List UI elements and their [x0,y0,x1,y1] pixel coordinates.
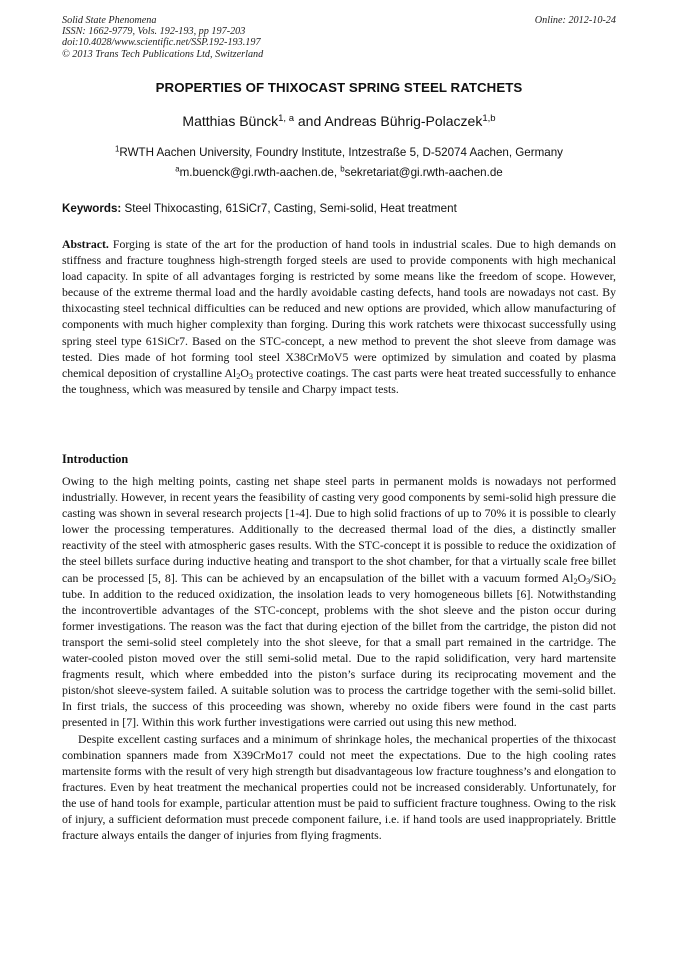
journal-name: Solid State Phenomena [62,15,157,26]
abstract-sub-1: 2 [236,371,241,381]
introduction-body [62,473,616,843]
author-1-affil: 1, a [278,112,294,124]
email-b: sekretariat@gi.rwth-aachen.de [344,166,503,179]
intro-p1-sub-1: 2 [573,576,578,586]
keywords-label: Keywords: [62,202,122,215]
intro-p1-sub-2: 3 [586,576,591,586]
email-line [62,166,616,179]
affiliation [62,146,616,159]
abstract [62,236,616,397]
author-2-affil: 1,b [482,112,496,124]
intro-p1-d: tube. In addition to the reduced oxidization, the insolation leads to very homogeneous billets [6]. Notwithstanding the incontrovertible advantages of the STC-concept, problems with the shot sleeve and the piston occur during former investigations. The reason was the fact that during ejection of the billet from the cartridge, the piston did not transport the semi-solid steel completely into the shot sleeve, for that a small part remained in the cartridge. The water-cooled piston moved over the still semi-solid metal. Due to the rapid solidification, very hard martensite fragments result, which where embedded into the piston’s surface during its reciprocating movement and the piston/shot sleeve-system failed. A suitable solution was to process the cartridge together with the semi-solid billet. In first trials, the success of this proceeding was shown, whereby no oxide fibers were found in the cast parts presented in [7]. Within this work further investigations were carried out using this new method. [62,586,616,730]
keywords [62,202,616,215]
author-1: Matthias Bünck [182,113,279,129]
email-a: m.buenck@gi.rwth-aachen.de, [179,166,341,179]
intro-p1-sub-3: 2 [611,576,616,586]
journal-header [62,15,616,60]
abstract-text-2: O [240,365,249,380]
author-line [62,113,616,129]
intro-paragraph-1 [62,473,616,731]
author-2: Andreas Bührig-Polaczek [324,113,483,129]
online-date: Online: 2012-10-24 [534,15,616,26]
email-a-marker: a [175,164,180,174]
copyright-line: © 2013 Trans Tech Publications Ltd, Switzerland [62,48,264,60]
paper-title: PROPERTIES OF THIXOCAST SPRING STEEL RATCHETS [155,80,523,95]
intro-paragraph-2: Despite excellent casting surfaces and a minimum of shrinkage holes, the mechanical properties of the thixocast combination spanners made from X39CrMo17 could not meet the expectations. Due to the high cooling rates martensite forms with the result of very high strength but disadvantageous low fracture toughness’s and elongation to fractures. Even by heat treatment the mechanical properties could not be increased considerably. Unfortunately, for the use of hand tools for example, particular attention must be paid to sufficient fracture toughness. Owing to the risk of injury, a sufficient deformation must precede component failure, i.e. if hand tools are used inappropriately. Brittle fracture always entails the danger of injuries from flying fragments. [62,731,616,843]
abstract-text-3: protective coatings. The cast parts were heat treated successfully to enhance the toughness, which was measured by tensile and Charpy impact tests. [62,365,616,396]
abstract-label: Abstract. [62,237,109,251]
abstract-text-1: Forging is state of the art for the production of hand tools in industrial scales. Due to high demands on stiffness and fracture toughness high-strength forged steels are used to provide components with high mechanical load capacity. In spite of all advantages forging is restricted by some means like the freedom of scope. However, because of the extreme thermal load and the hardly avoidable casting defects, hand tools are nowadays not cast. By thixocasting steel technical difficulties can be reduced and new options are provided, which allow manufacturing of components with much higher complexity than forging. During this work ratchets were thixocast successfully using spring steel type 61SiCr7. Based on the STC-concept, a new method to prevent the shot sleeve from damage was tested. Dies made of hot forming tool steel X38CrMoV5 were optimized by simulation and coated by plasma chemical deposition of crystalline Al [62,237,616,380]
intro-p1-b: O [577,570,587,585]
section-heading-introduction: Introduction [62,452,129,466]
issn-line: ISSN: 1662-9779, Vols. 192-193, pp 197-203 [62,26,246,38]
affiliation-text: RWTH Aachen University, Foundry Institute, Intzestraße 5, D-52074 Aachen, Germany [119,146,563,159]
keywords-text: Steel Thixocasting, 61SiCr7, Casting, Semi-solid, Heat treatment [121,202,457,215]
abstract-sub-2: 3 [248,371,253,381]
affiliation-marker: 1 [115,144,120,154]
author-and: and [294,113,325,129]
email-b-marker: b [340,164,345,174]
intro-p1-c: /SiO [590,570,612,585]
intro-p1-a: Owing to the high melting points, casting net shape steel parts in permanent molds is nowadays not performed industrially. However, in recent years the feasibility of casting very good components by semi-solid high pressure die casting was shown in several research projects [1-4]. Due to high solid fractions of up to 70% it is possible to clearly lower the processing temperatures. Additionally to the decreased thermal load of the dies, a distinctly smaller reactivity of the steel with atmospheric gases results. With the STC-concept it is possible to reduce the oxidization of the steel billets surface during inductive heating and transport to the shot chamber, for that a virtually scale free billet can be processed [5, 8]. This can be achieved by an encapsulation of the billet with a vacuum formed Al [62,474,616,585]
doi-line: doi:10.4028/www.scientific.net/SSP.192-193.197 [62,37,261,49]
